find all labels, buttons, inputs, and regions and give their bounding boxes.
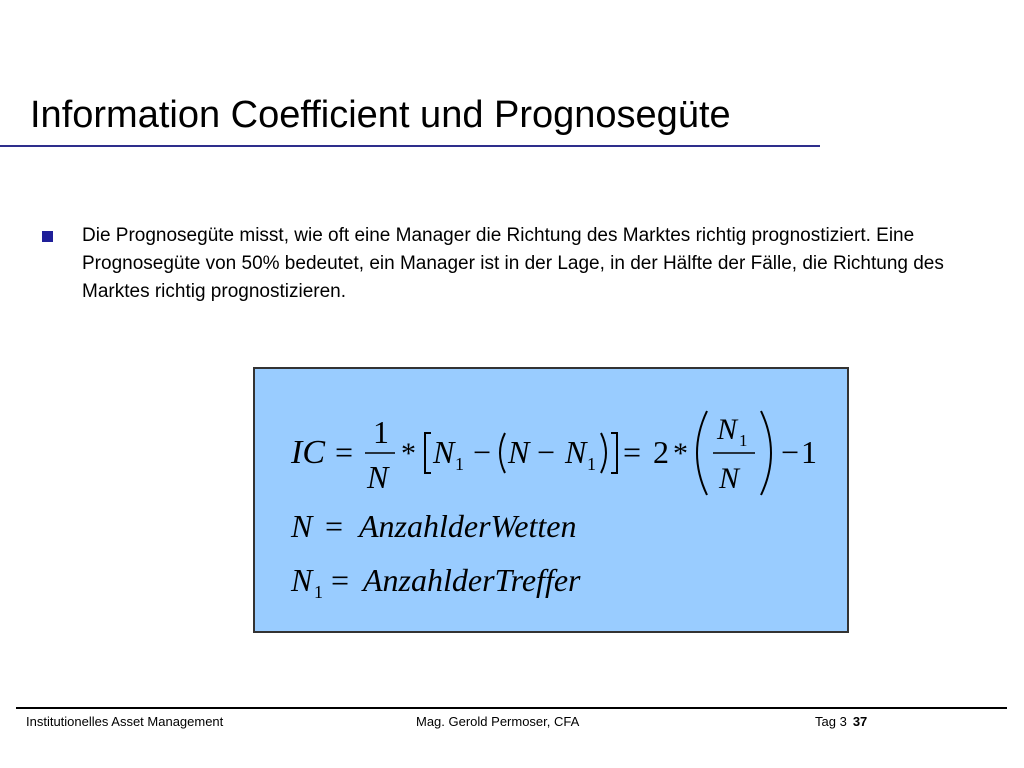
footer-day-label: Tag 3 xyxy=(815,714,847,729)
definition-treffer: AnzahlderTreffer xyxy=(363,562,581,598)
n-symbol: N xyxy=(291,508,313,544)
definition-wetten: AnzahlderWetten xyxy=(359,508,577,544)
equals-sign: = xyxy=(331,562,350,598)
equals-sign: = xyxy=(325,508,344,544)
multiply-sign: * xyxy=(401,437,416,470)
left-bracket xyxy=(425,433,431,473)
minus-sign: − xyxy=(473,434,492,470)
big-left-paren xyxy=(697,411,707,495)
minus-sign: − xyxy=(537,434,556,470)
page-number: 37 xyxy=(852,714,868,729)
slide-title: Information Coefficient und Prognosegüte xyxy=(30,94,731,136)
fraction-n1: N xyxy=(717,413,738,446)
footer-author: Mag. Gerold Permoser, CFA xyxy=(416,714,580,729)
n1-symbol: N xyxy=(565,434,587,470)
title-underline xyxy=(0,145,820,147)
n1-symbol: N xyxy=(433,434,455,470)
n1-subscript: 1 xyxy=(587,454,596,474)
equals-sign: = xyxy=(623,434,642,470)
bullet-text: Die Prognosegüte misst, wie oft eine Manager die Richtung des Marktes richtig prognostiziert. Eine Prognosegüte von 50% bedeutet, ein Manager ist in der Lage, in der Hälfte der Fälle, die Richtung des Marktes richtig prognostizieren. xyxy=(82,225,944,302)
bullet-square-icon xyxy=(42,231,53,242)
bullet-item xyxy=(40,222,990,306)
fraction-denominator: N xyxy=(367,459,389,495)
n1-subscript: 1 xyxy=(314,582,323,602)
one-digit: 1 xyxy=(801,434,817,470)
footer-course: Institutionelles Asset Management xyxy=(26,714,224,729)
right-paren xyxy=(601,433,606,473)
fraction-numerator: 1 xyxy=(373,414,389,450)
two-digit: 2 xyxy=(653,434,669,470)
formula-box xyxy=(253,367,849,633)
right-bracket xyxy=(611,433,617,473)
footer-day xyxy=(815,714,867,730)
big-right-paren xyxy=(761,411,771,495)
multiply-sign: * xyxy=(673,437,688,470)
n1-symbol: N xyxy=(291,562,313,598)
n1-subscript: 1 xyxy=(455,454,464,474)
n-symbol: N xyxy=(508,434,530,470)
formula-svg xyxy=(255,369,847,631)
left-paren xyxy=(500,433,505,473)
n1-subscript: 1 xyxy=(739,431,748,450)
minus-sign: − xyxy=(781,434,800,470)
equals-sign: = xyxy=(335,434,354,470)
ic-symbol: IC xyxy=(291,434,325,471)
fraction-n: N xyxy=(719,462,740,495)
footer-rule xyxy=(16,707,1007,709)
